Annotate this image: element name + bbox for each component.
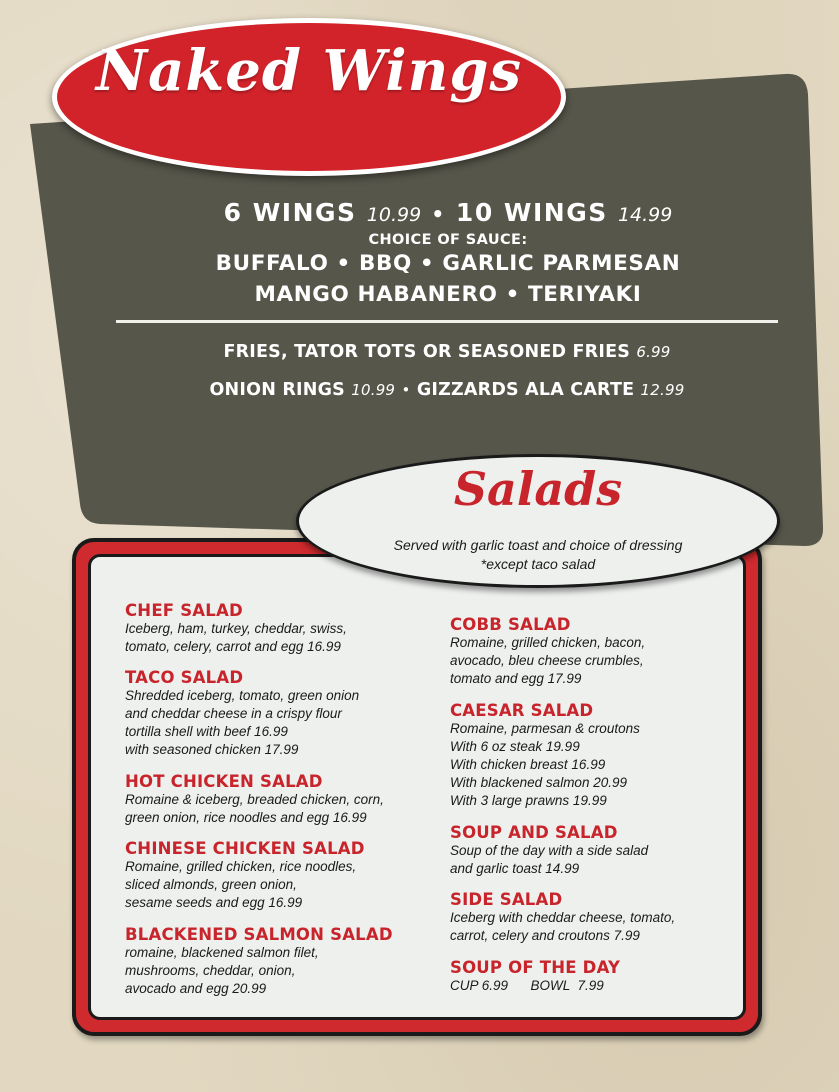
sauce-choice-label: CHOICE OF SAUCE: (368, 232, 528, 248)
onion-rings-price: 10.99 (351, 381, 396, 399)
gizzards-label: GIZZARDS ALA CARTE (416, 380, 635, 400)
wings-prices: 6 WINGS 10.99 • 10 WINGS 14.99 (223, 198, 673, 227)
menu-item (450, 823, 648, 878)
item-name: SOUP OF THE DAY (450, 958, 621, 977)
ten-wings-label: 10 WINGS (455, 198, 608, 227)
item-description: romaine, blackened salmon filet, mushrooms, cheddar, onion, avocado and egg 20.99 (125, 945, 319, 996)
salads-subtitle-line-2: *except taco salad (480, 556, 596, 572)
menu-item (125, 839, 365, 912)
fries-line (116, 342, 778, 362)
item-name: CHEF SALAD (125, 601, 243, 620)
item-description: CUP 6.99 BOWL 7.99 (450, 978, 604, 993)
item-description: Romaine, parmesan & croutons With 6 oz steak 19.99 With chicken breast 16.99 With blackened salmon 20.99 With 3 large prawns 19.99 (450, 721, 640, 808)
item-name: COBB SALAD (450, 615, 571, 634)
menu-item (125, 772, 384, 827)
item-description: Iceberg with cheddar cheese, tomato, carrot, celery and croutons 7.99 (450, 910, 676, 943)
menu-item (450, 958, 620, 995)
six-wings-label: 6 WINGS (223, 198, 357, 227)
item-description: Iceberg, ham, turkey, cheddar, swiss, tomato, celery, carrot and egg 16.99 (125, 621, 347, 654)
sauce-list-1: BUFFALO • BBQ • GARLIC PARMESAN (215, 251, 681, 276)
menu-item (125, 668, 359, 759)
menu-item (450, 701, 640, 810)
item-description: Soup of the day with a side salad and garlic toast 14.99 (450, 843, 649, 876)
wings-info (118, 196, 778, 310)
item-name: SOUP AND SALAD (450, 823, 618, 842)
menu-item (125, 925, 393, 998)
item-description: Shredded iceberg, tomato, green onion and cheddar cheese in a crispy flour tortilla shell with beef 16.99 with seasoned chicken 17.99 (125, 688, 360, 757)
ten-wings-price: 14.99 (617, 204, 673, 226)
menu-item (450, 890, 675, 945)
menu-item (450, 615, 645, 688)
sauce-list-2: MANGO HABANERO • TERIYAKI (254, 282, 642, 307)
salads-title: Salads (453, 462, 623, 516)
item-description: Romaine, grilled chicken, rice noodles, sliced almonds, green onion, sesame seeds and egg 16.99 (125, 859, 357, 910)
page-title: Naked Wings (95, 38, 523, 104)
menu-item (125, 601, 347, 656)
gizzards-price: 12.99 (640, 381, 685, 399)
onion-gizzards-line: ONION RINGS 10.99 • GIZZARDS ALA CARTE 12.99 (209, 380, 685, 400)
fries-price: 6.99 (636, 343, 671, 361)
item-name: SIDE SALAD (450, 890, 563, 909)
item-name: TACO SALAD (125, 668, 244, 687)
salads-subtitle (296, 536, 780, 574)
item-name: HOT CHICKEN SALAD (125, 772, 323, 791)
section-divider (116, 320, 778, 323)
item-name: BLACKENED SALMON SALAD (125, 925, 393, 944)
fries-label: FRIES, TATOR TOTS OR SEASONED FRIES (223, 342, 631, 362)
onion-rings-label: ONION RINGS (209, 380, 345, 400)
item-description: Romaine, grilled chicken, bacon, avocado, bleu cheese crumbles, tomato and egg 17.99 (450, 635, 646, 686)
six-wings-price: 10.99 (366, 204, 422, 226)
item-description: Romaine & iceberg, breaded chicken, corn, green onion, rice noodles and egg 16.99 (125, 792, 384, 825)
salads-subtitle-line-1: Served with garlic toast and choice of dressing (393, 537, 683, 553)
item-name: CAESAR SALAD (450, 701, 594, 720)
item-name: CHINESE CHICKEN SALAD (125, 839, 365, 858)
